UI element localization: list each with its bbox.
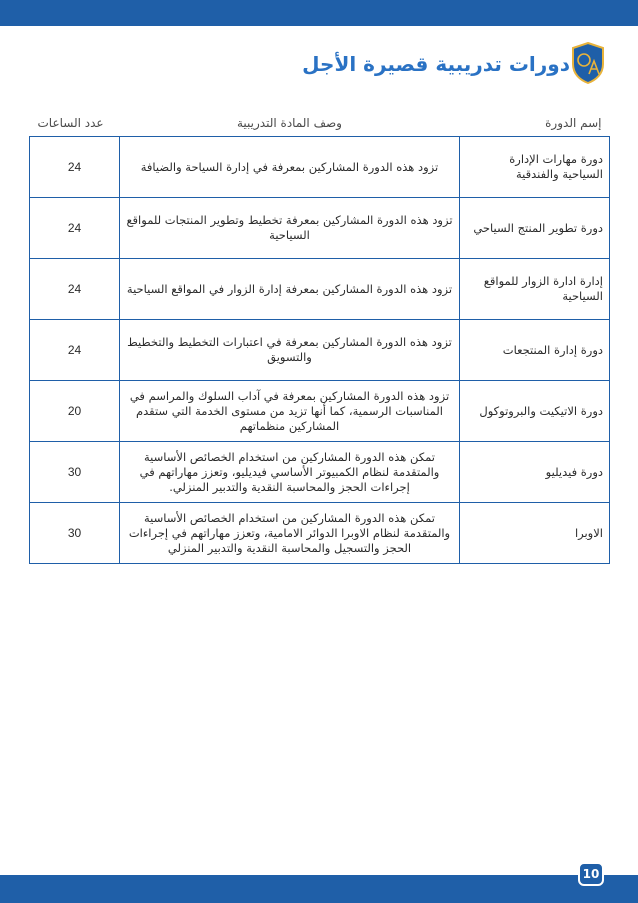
course-hours-cell: 24 bbox=[30, 259, 120, 320]
course-description-cell: تزود هذه الدورة المشاركين بمعرفة إدارة الزوار في المواقع السياحية bbox=[120, 259, 460, 320]
header-course-name: إسم الدورة bbox=[460, 110, 610, 137]
courses-table bbox=[29, 110, 610, 564]
course-hours-cell: 30 bbox=[30, 442, 120, 503]
header-course-description: وصف المادة التدريبية bbox=[120, 110, 460, 137]
course-hours-cell: 20 bbox=[30, 381, 120, 442]
header-hours: عدد الساعات bbox=[30, 110, 120, 137]
bottom-banner bbox=[0, 875, 638, 903]
course-name-cell: دورة الاتيكيت والبروتوكول bbox=[460, 381, 610, 442]
course-description-cell: تزود هذه الدورة المشاركين بمعرفة في آداب السلوك والمراسم في المناسبات الرسمية، كما أنها تزيد من مستوى الخدمة التي ستقدم المشاركين منظماتهم bbox=[120, 381, 460, 442]
course-name-cell: دورة تطوير المنتج السياحي bbox=[460, 198, 610, 259]
table-row bbox=[30, 320, 610, 381]
course-name-cell: الاوبرا bbox=[460, 503, 610, 564]
table-row bbox=[30, 198, 610, 259]
table-header-row bbox=[30, 110, 610, 137]
course-description-cell: تزود هذه الدورة المشاركين بمعرفة تخطيط وتطوير المنتجات للمواقع السياحية bbox=[120, 198, 460, 259]
course-name-cell: إدارة ادارة الزوار للمواقع السياحية bbox=[460, 259, 610, 320]
course-hours-cell: 24 bbox=[30, 320, 120, 381]
table-row bbox=[30, 442, 610, 503]
page-title: دورات تدريبية قصيرة الأجل bbox=[302, 52, 570, 76]
course-description-cell: تزود هذه الدورة المشاركين بمعرفة في اعتبارات التخطيط والتخطيط والتسويق bbox=[120, 320, 460, 381]
course-name-cell: دورة فيديليو bbox=[460, 442, 610, 503]
course-description-cell: تزود هذه الدورة المشاركين بمعرفة في إدارة السياحة والضيافة bbox=[120, 137, 460, 198]
table-row bbox=[30, 259, 610, 320]
table-row bbox=[30, 137, 610, 198]
shield-logo-icon bbox=[571, 42, 605, 84]
course-description-cell: تمكن هذه الدورة المشاركين من استخدام الخصائص الأساسية والمتقدمة لنظام الكمبيوتر الأساسي فيديليو، وتعزز مهاراتهم في إجراءات الحجز والمحاسبة النقدية والتدبير المنزلي. bbox=[120, 442, 460, 503]
course-name-cell: دورة إدارة المنتجعات bbox=[460, 320, 610, 381]
course-hours-cell: 24 bbox=[30, 198, 120, 259]
course-hours-cell: 30 bbox=[30, 503, 120, 564]
table-row bbox=[30, 381, 610, 442]
course-hours-cell: 24 bbox=[30, 137, 120, 198]
page-number-badge: 10 bbox=[578, 862, 604, 886]
table-row bbox=[30, 503, 610, 564]
course-name-cell: دورة مهارات الإدارة السياحية والفندقية bbox=[460, 137, 610, 198]
course-description-cell: تمكن هذه الدورة المشاركين من استخدام الخصائص الأساسية والمتقدمة لنظام الاوبرا الدوائر الامامية، وتعزز مهاراتهم في إجراءات الحجز والتسجيل والمحاسبة النقدية والتدبير المنزلي bbox=[120, 503, 460, 564]
top-banner bbox=[0, 0, 638, 26]
